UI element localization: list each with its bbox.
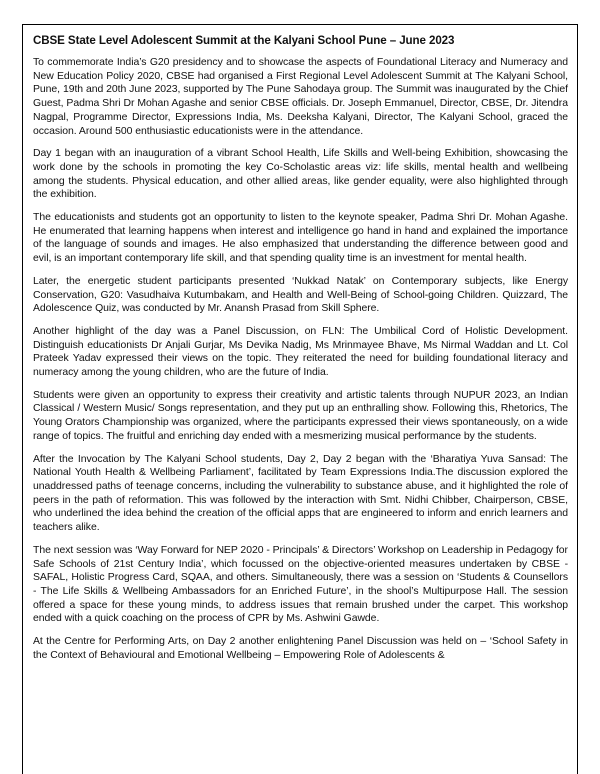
document-frame <box>22 24 578 774</box>
paragraph-nep-workshop: The next session was ‘Way Forward for NEP 2020 - Principals’ & Directors’ Workshop on Leadership in Pedagogy for Safe Schools of 21st Century India’, which focussed on the objective-oriented measures undertaken by CBSE - SAFAL, Holistic Progress Card, SQAA, and others. Simultaneously, there was a session on ‘Students & Counsellors - The Life Skills & Wellbeing Ambassadors for an Enriched Future’, in the shool’s Multipurpose Hall. The session offered a space for these young minds, to address issues that remain brushed under the carpet. This workshop ended with a quick coaching on the process of CPR by Ms. Ashwini Gawde. <box>33 544 568 625</box>
paragraph-panel-fln: Another highlight of the day was a Panel Discussion, on FLN: The Umbilical Cord of Holistic Development. Distinguish educationists Dr Anjali Gurjar, Ms Devika Nadig, Ms Mrinmayee Bhave, Ms Nirmal Waddan and Lt. Col Prateek Yadav expressed their views on the topic. They reiterated the need for building foundational literacy and numeracy among the young children, who are the future of India. <box>33 325 568 379</box>
paragraph-day1-exhibition: Day 1 began with an inauguration of a vibrant School Health, Life Skills and Well-being Exhibition, showcasing the work done by the schools in promoting the key Co-Scholastic areas viz: life skills, mental health and wellbeing among the students. Physical education, and other allied areas, like gender equality, were also highlighted through the exhibition. <box>33 148 568 201</box>
paragraph-nukkad-natak: Later, the energetic student participants presented ‘Nukkad Natak’ on Contemporary subjects, like Energy Conservation, G20: Vasudhaiva Kutumbakam, and Health and Well-Being of School-going Children. Quizzard, The Adolescence Quiz, was conducted by Mr. Anansh Prasad from Skill Sphere. <box>33 275 568 315</box>
paragraph-day2-parliament: After the Invocation by The Kalyani School students, Day 2, Day 2 began with the ‘Bharatiya Yuva Sansad: The National Youth Health & Wellbeing Parliament’, facilitated by Team Expressions India.The discussion explored the unaddressed paths of teenage concerns, including the vulnerability to substance abuse, and it highlighted the role of peers in the path of reformation. This was followed by the interaction with Smt. Nidhi Chibber, Chairperson, CBSE, who underlined the idea behind the creation of the official apps that are engineered to inform and enrich learners and teachers alike. <box>33 453 568 534</box>
paragraph-panel-safety: At the Centre for Performing Arts, on Day 2 another enlightening Panel Discussion was held on – ‘School Safety in the Context of Behavioural and Emotional Wellbeing – Empowering Role of Adolescents & <box>33 636 568 661</box>
paragraph-intro: To commemorate India’s G20 presidency and to showcase the aspects of Foundational Literacy and Numeracy and New Education Policy 2020, CBSE had organised a First Regional Level Adolescent Summit at The Kalyani School, Pune, 19th and 20th June 2023, supported by The Pune Sahodaya group. The Summit was inaugurated by the Chief Guest, Padma Shri Dr Mohan Agashe and senior CBSE officials. Dr. Joseph Emmanuel, Director, CBSE, Dr. Jitendra Nagpal, Programme Director, Expressions India, Ms. Deeksha Kalyani, Director, The Kalyani School, graced the occasion. Around 500 enthusiastic educationists were in the attendance. <box>33 57 568 137</box>
paragraph-nupur: Students were given an opportunity to express their creativity and artistic talents through NUPUR 2023, an Indian Classical / Western Music/ Songs representation, and they put up an enthralling show. Following this, Rhetorics, The Young Orators Championship was organized, where the participants expressed their views spontaneously, on a wide range of topics. The fruitful and enriching day ended with a mesmerizing musical performance by the students. <box>33 389 568 442</box>
article-title: CBSE State Level Adolescent Summit at the Kalyani School Pune – June 2023 <box>33 34 455 47</box>
paragraph-keynote: The educationists and students got an opportunity to listen to the keynote speaker, Padma Shri Dr. Mohan Agashe. He enumerated that learning happens when interest and intelligence go hand in hand and explained the importance of the language of sounds and images. He also emphasized that understanding the difference between good and evil, is an important contemporary life skill, and that spending quality time is an investment for mental health. <box>33 212 568 265</box>
